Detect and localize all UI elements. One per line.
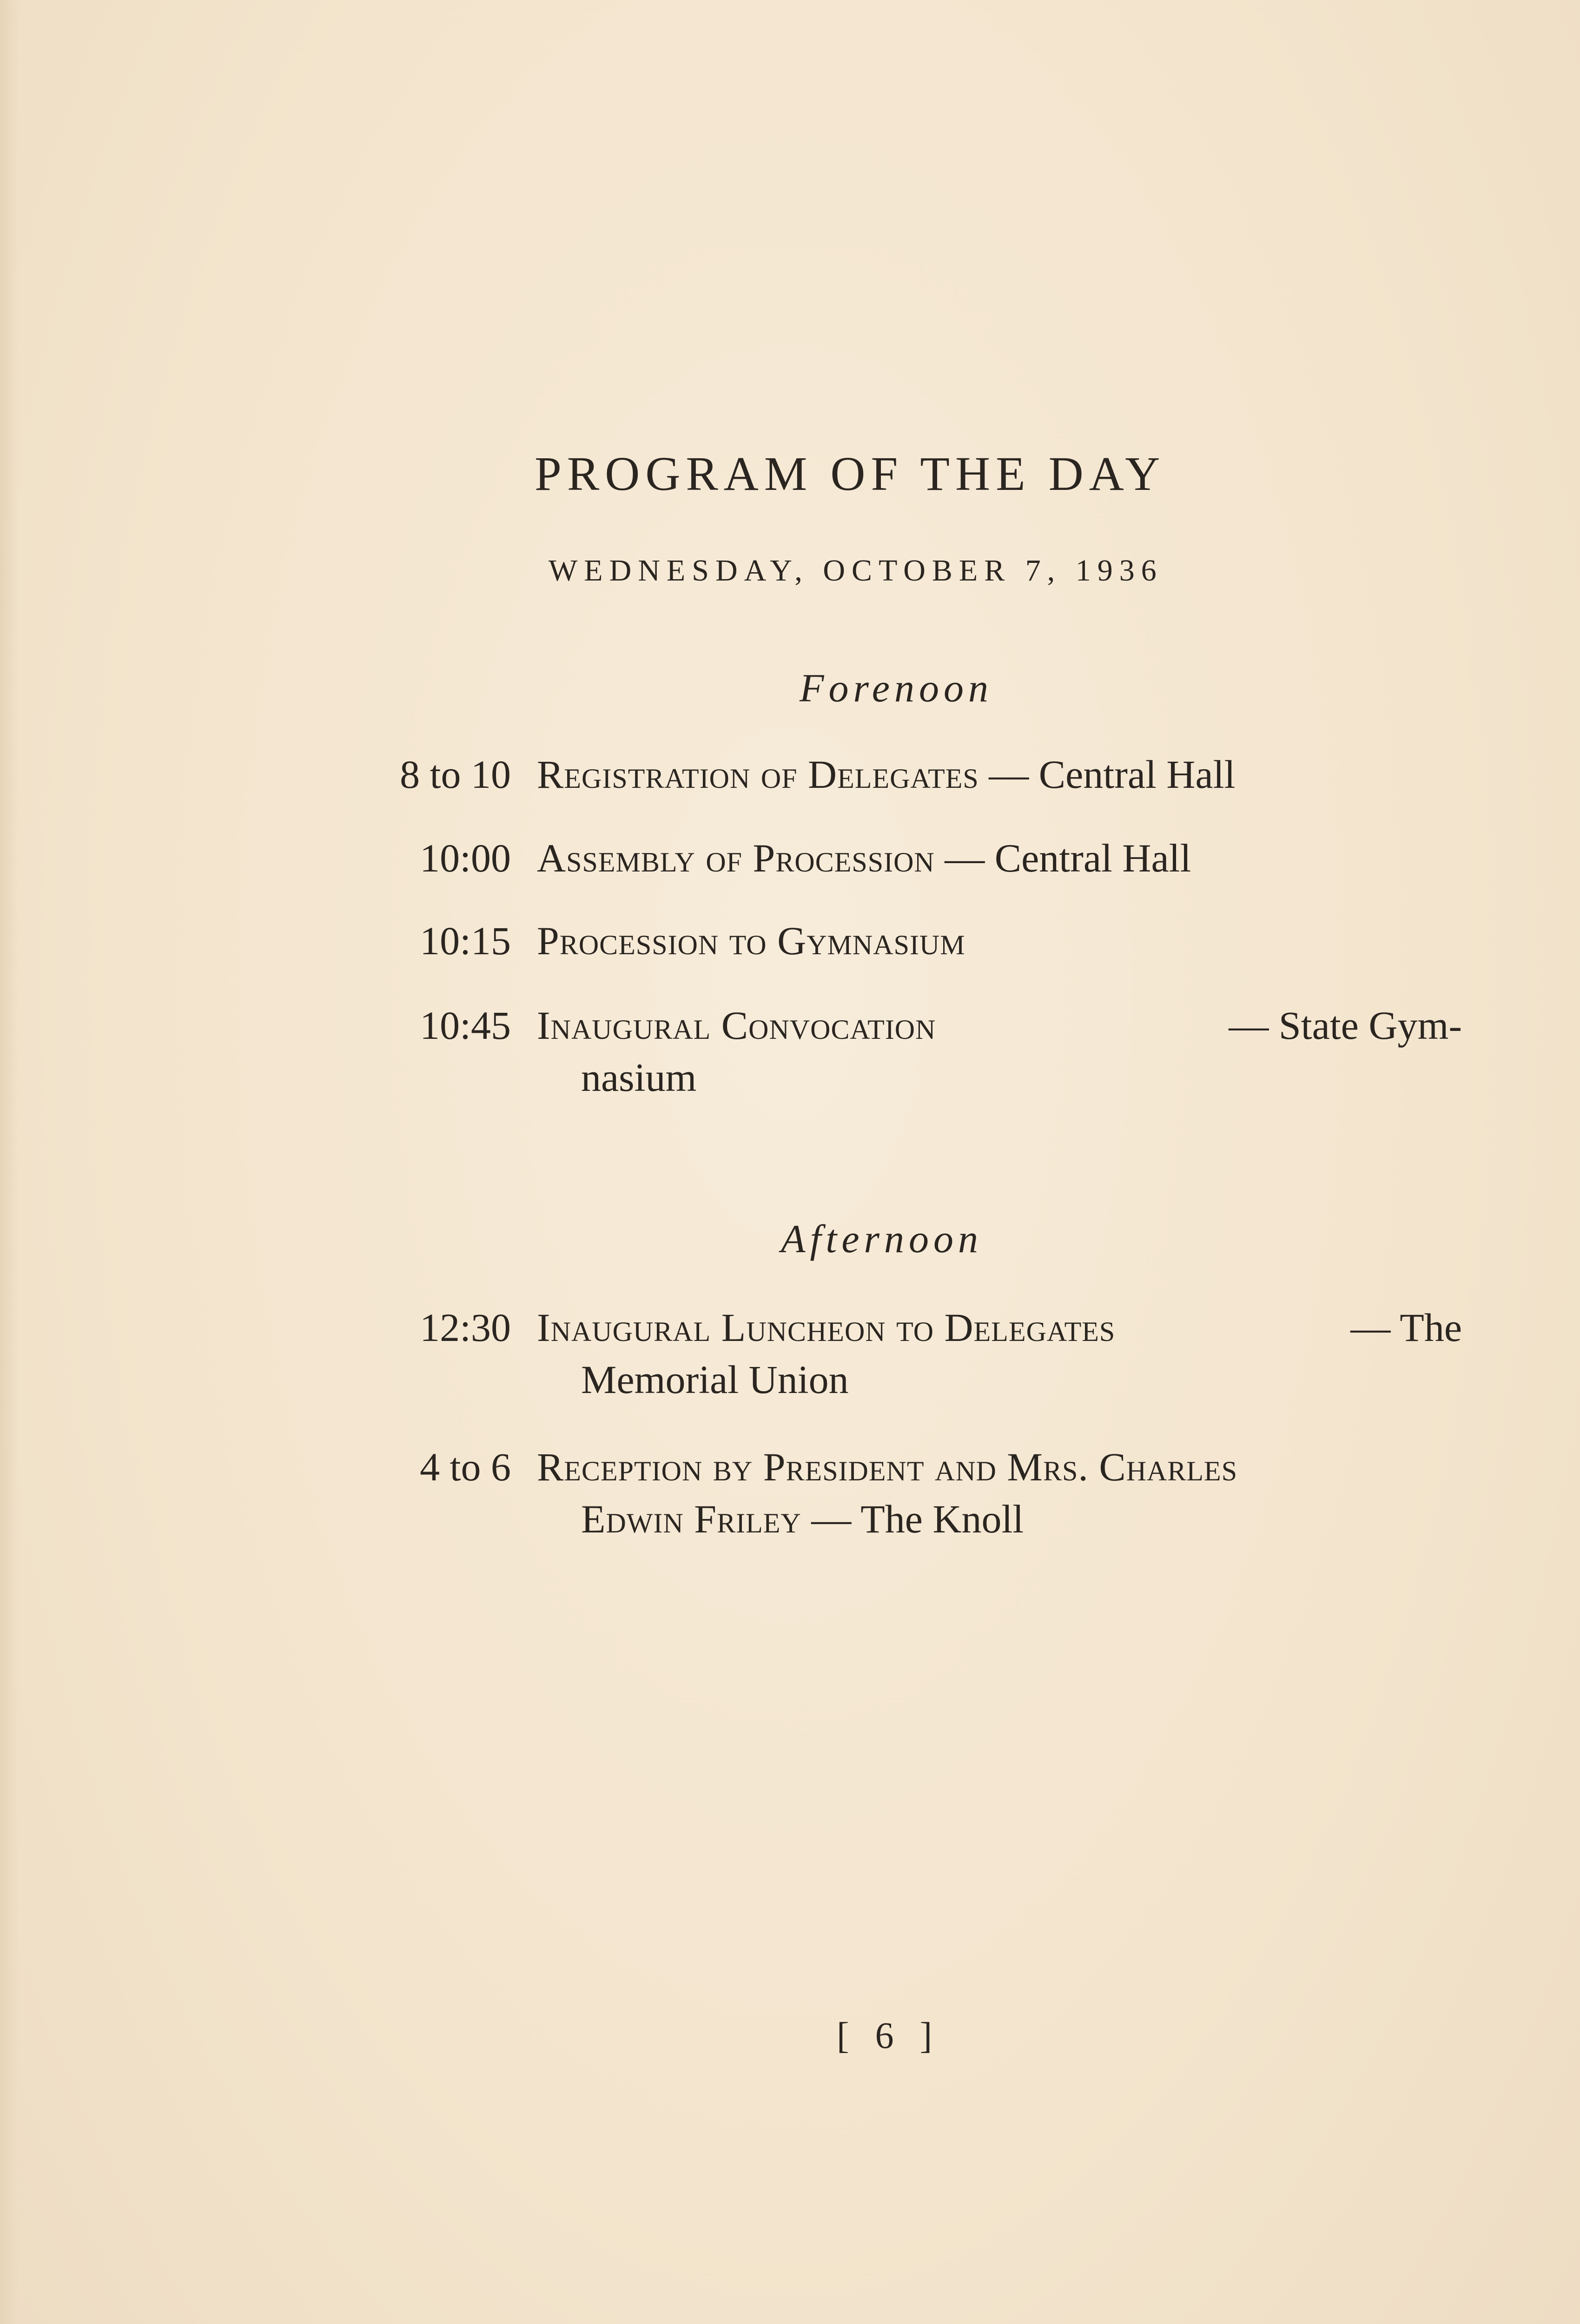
entry-description [537,832,1462,884]
entry-location: — Central Hall [989,752,1236,797]
page-title: PROGRAM OF THE DAY [535,447,1166,501]
page-edge-shadow [0,0,19,2324]
page-number: [ 6 ] [837,2015,941,2056]
entry-first-line [537,1301,1462,1353]
section-heading-forenoon: Forenoon [800,666,993,710]
entry-description [537,999,1462,1103]
entry-time: 10:45 [420,1003,511,1048]
entry-continuation [537,1493,1462,1545]
entry-time: 12:30 [420,1305,511,1350]
entry-location: — State Gym- [1229,1003,1462,1048]
entry-time: 10:00 [420,836,511,880]
entry-time: 10:15 [420,918,511,963]
program-date: WEDNESDAY, OCTOBER 7, 1936 [549,554,1163,588]
entry-time: 4 to 6 [420,1445,511,1489]
entry-event: Reception by President and Mrs. Charles [537,1445,1238,1489]
entry-description [537,1441,1462,1545]
entry-event: Assembly of Procession [537,836,935,880]
entry-first-line [537,999,1462,1051]
entry-description [537,748,1462,800]
entry-time: 8 to 10 [400,752,511,797]
entry-description [537,915,1462,967]
entry-event: Inaugural Luncheon to Delegates [537,1305,1116,1350]
entry-event: Inaugural Convocation [537,1003,936,1048]
entry-continuation: Memorial Union [581,1357,849,1402]
entry-description [537,1301,1462,1406]
entry-continuation: nasium [581,1055,697,1100]
entry-event-continued: Edwin Friley [581,1497,801,1541]
entry-location: — The Knoll [811,1497,1024,1541]
entry-location: — The [1350,1305,1462,1350]
section-heading-afternoon: Afternoon [781,1216,983,1261]
entry-event: Registration of Delegates [537,752,979,797]
entry-location: — Central Hall [945,836,1191,880]
entry-event: Procession to Gymnasium [537,918,965,963]
